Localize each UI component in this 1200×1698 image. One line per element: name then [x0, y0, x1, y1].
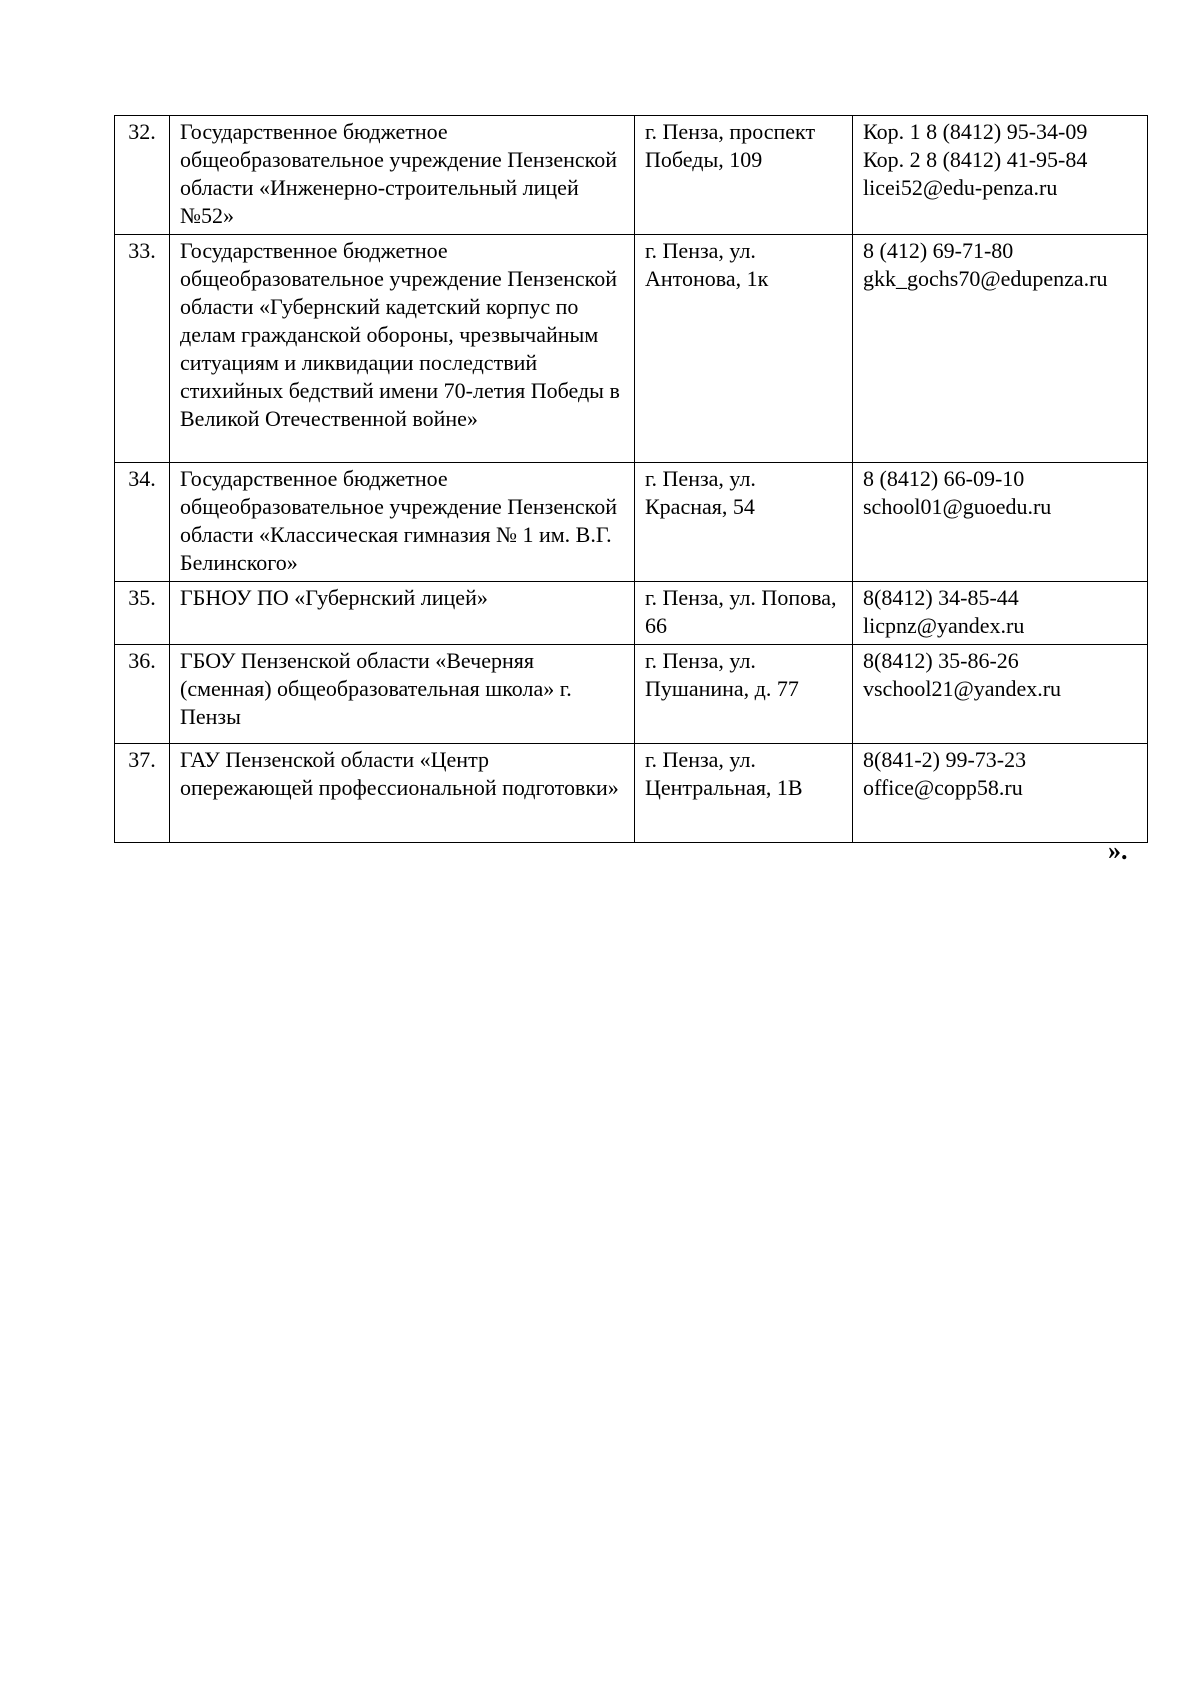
institution-address: г. Пенза, проспект Победы, 109	[635, 116, 853, 235]
institution-address: г. Пенза, ул. Попова, 66	[635, 582, 853, 645]
institution-contacts: 8(8412) 35-86-26 vschool21@yandex.ru	[853, 645, 1148, 744]
institution-address: г. Пенза, ул. Антонова, 1к	[635, 235, 853, 463]
institution-name: ГБНОУ ПО «Губернский лицей»	[170, 582, 635, 645]
row-number: 34.	[115, 463, 170, 582]
closing-quote-mark: ».	[1108, 836, 1128, 865]
row-number: 37.	[115, 744, 170, 843]
table-row	[115, 116, 1148, 235]
row-number: 33.	[115, 235, 170, 463]
institution-name: Государственное бюджетное общеобразовательное учреждение Пензенской области «Инженерно-строительный лицей №52»	[170, 116, 635, 235]
table-row	[115, 645, 1148, 744]
institution-name: Государственное бюджетное общеобразовательное учреждение Пензенской области «Губернский кадетский корпус по делам гражданской обороны, чрезвычайным ситуациям и ликвидации последствий стихийных бедствий имени 70-летия Победы в Великой Отечественной войне»	[170, 235, 635, 463]
institution-contacts: 8 (8412) 66-09-10 school01@guoedu.ru	[853, 463, 1148, 582]
institution-address: г. Пенза, ул. Красная, 54	[635, 463, 853, 582]
institutions-table	[114, 115, 1148, 843]
institution-name: ГБОУ Пензенской области «Вечерняя (сменная) общеобразовательная школа» г. Пензы	[170, 645, 635, 744]
institution-contacts: 8 (412) 69-71-80 gkk_gochs70@edupenza.ru	[853, 235, 1148, 463]
institution-address: г. Пенза, ул. Пушанина, д. 77	[635, 645, 853, 744]
institution-contacts: 8(8412) 34-85-44 licpnz@yandex.ru	[853, 582, 1148, 645]
institution-address: г. Пенза, ул. Центральная, 1В	[635, 744, 853, 843]
table-row	[115, 744, 1148, 843]
table-row	[115, 463, 1148, 582]
institution-contacts: Кор. 1 8 (8412) 95-34-09 Кор. 2 8 (8412) 41-95-84 licei52@edu-penza.ru	[853, 116, 1148, 235]
table-row	[115, 235, 1148, 463]
institution-name: Государственное бюджетное общеобразовательное учреждение Пензенской области «Классическая гимназия № 1 им. В.Г. Белинского»	[170, 463, 635, 582]
row-number: 32.	[115, 116, 170, 235]
row-number: 36.	[115, 645, 170, 744]
institution-contacts: 8(841-2) 99-73-23 office@copp58.ru	[853, 744, 1148, 843]
row-number: 35.	[115, 582, 170, 645]
table-row	[115, 582, 1148, 645]
institution-name: ГАУ Пензенской области «Центр опережающей профессиональной подготовки»	[170, 744, 635, 843]
